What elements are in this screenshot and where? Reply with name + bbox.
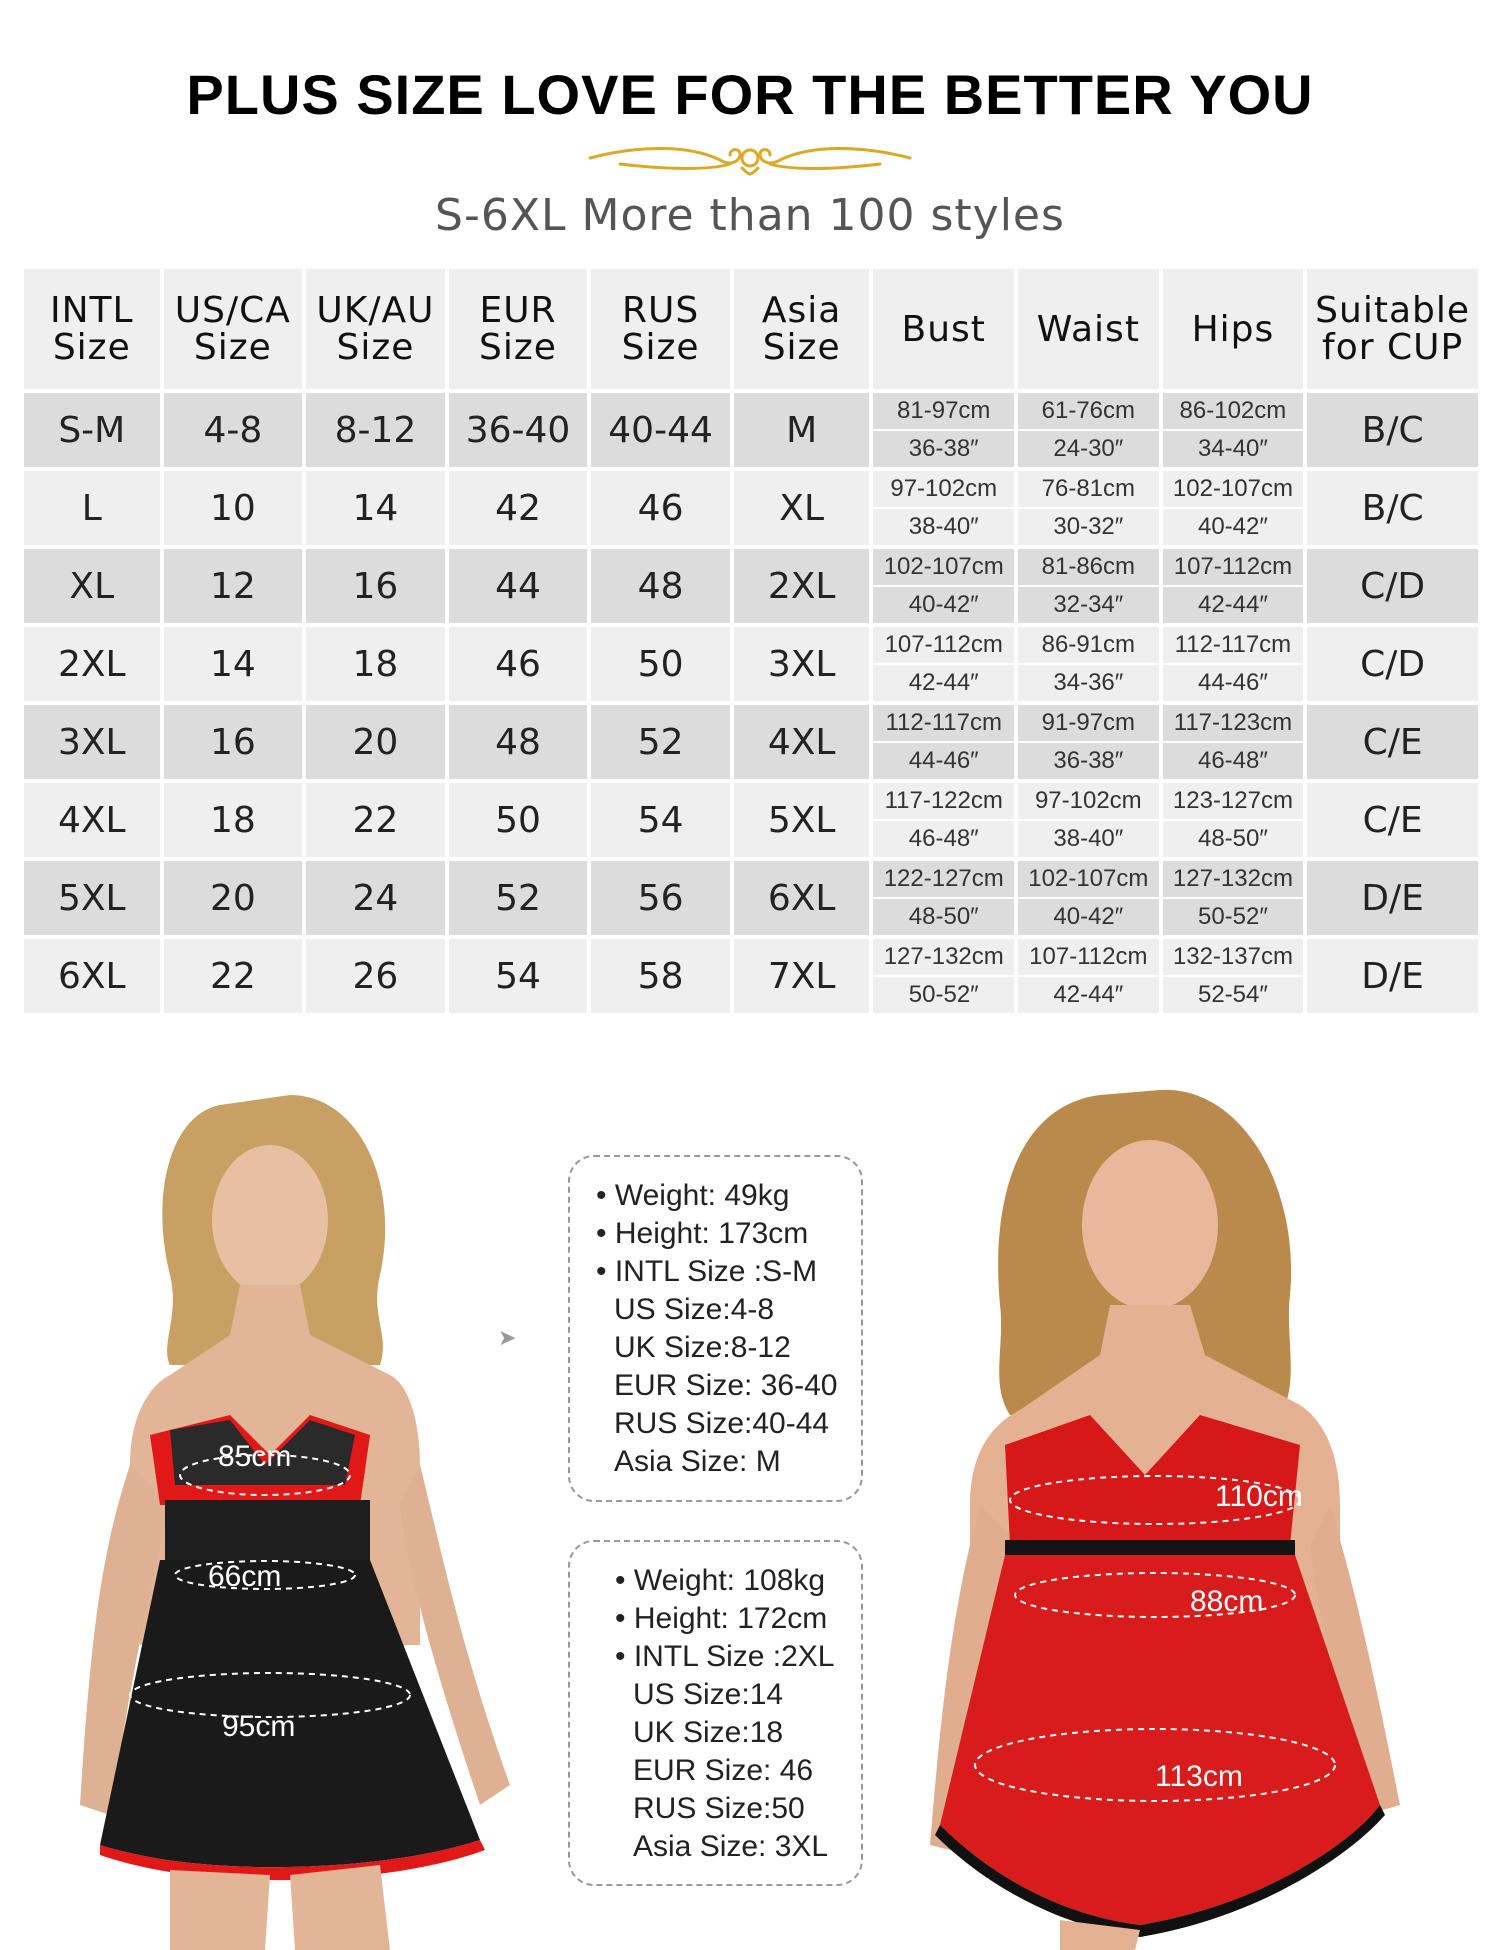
table-cell-waist	[1018, 783, 1159, 857]
table-cell-intl: 5XL	[24, 861, 160, 935]
waist-cm-value: 102-107cm	[1018, 861, 1159, 899]
page-subtitle: S-6XL More than 100 styles	[435, 190, 1065, 241]
table-cell-rus: 50	[591, 627, 730, 701]
waist-cm-value: 81-86cm	[1018, 549, 1159, 587]
table-row	[24, 783, 1478, 857]
table-cell-bust	[873, 861, 1014, 935]
waist-cm-value: 61-76cm	[1018, 393, 1159, 431]
table-row	[24, 861, 1478, 935]
column-header-text: Size	[762, 327, 841, 368]
column-header	[873, 269, 1014, 389]
table-cell-waist	[1018, 549, 1159, 623]
hips-cm-value: 112-117cm	[1163, 627, 1304, 665]
table-cell-uk: 14	[306, 471, 445, 545]
info-line: • INTL Size :2XL	[615, 1640, 835, 1673]
table-cell-uk: 20	[306, 705, 445, 779]
table-cell-cup: C/D	[1307, 627, 1478, 701]
column-header	[1163, 269, 1304, 389]
info-line: • Height: 173cm	[596, 1217, 809, 1250]
hips-cm-value: 123-127cm	[1163, 783, 1304, 821]
table-header-row	[24, 269, 1478, 389]
waist-inch-value: 42-44″	[1053, 981, 1124, 1008]
info-line: EUR Size: 46	[633, 1754, 814, 1787]
table-cell-cup: C/D	[1307, 549, 1478, 623]
column-header-text: Size	[52, 327, 131, 368]
info-line: • Weight: 49kg	[596, 1179, 790, 1212]
right-waist-measurement: 88cm	[1190, 1585, 1264, 1618]
column-header-text: UK/AU	[316, 290, 435, 331]
table-cell-us: 20	[164, 861, 303, 935]
right-hips-measurement: 113cm	[1155, 1760, 1243, 1793]
info-line: • Height: 172cm	[615, 1602, 828, 1635]
column-header	[306, 269, 445, 389]
column-header	[1018, 269, 1159, 389]
table-row	[24, 471, 1478, 545]
info-line: RUS Size:50	[633, 1792, 805, 1825]
column-header-text: for CUP	[1322, 327, 1464, 368]
table-cell-intl: L	[24, 471, 160, 545]
table-cell-uk: 18	[306, 627, 445, 701]
table-cell-asia: 7XL	[734, 939, 870, 1013]
table-cell-asia: 6XL	[734, 861, 870, 935]
table-cell-intl: XL	[24, 549, 160, 623]
table-cell-rus: 46	[591, 471, 730, 545]
info-line: UK Size:18	[633, 1716, 784, 1749]
column-header	[24, 269, 160, 389]
table-cell-cup: C/E	[1307, 705, 1478, 779]
right-bust-measurement: 110cm	[1215, 1480, 1303, 1513]
bust-inch-value: 36-38″	[908, 435, 979, 462]
table-cell-us: 10	[164, 471, 303, 545]
bust-cm-value: 97-102cm	[873, 471, 1014, 509]
info-line: EUR Size: 36-40	[614, 1369, 838, 1402]
bust-inch-value: 42-44″	[908, 669, 979, 696]
table-cell-cup: B/C	[1307, 393, 1478, 467]
table-cell-bust	[873, 939, 1014, 1013]
table-cell-waist	[1018, 627, 1159, 701]
hips-inch-value: 40-42″	[1197, 513, 1268, 540]
table-cell-intl: 3XL	[24, 705, 160, 779]
waist-cm-value: 86-91cm	[1018, 627, 1159, 665]
table-cell-intl: 2XL	[24, 627, 160, 701]
table-cell-cup: C/E	[1307, 783, 1478, 857]
table-cell-asia: 5XL	[734, 783, 870, 857]
table-cell-eur: 54	[449, 939, 588, 1013]
info-line: Asia Size: M	[614, 1445, 781, 1478]
bust-inch-value: 38-40″	[908, 513, 979, 540]
info-line: US Size:4-8	[614, 1293, 775, 1326]
table-cell-hips	[1163, 861, 1304, 935]
column-header-text: Size	[479, 327, 557, 368]
table-cell-eur: 36-40	[449, 393, 588, 467]
info-line: • INTL Size :S-M	[596, 1255, 818, 1288]
table-row	[24, 549, 1478, 623]
table-cell-hips	[1163, 549, 1304, 623]
bust-cm-value: 127-132cm	[873, 939, 1014, 977]
table-cell-hips	[1163, 939, 1304, 1013]
table-cell-rus: 40-44	[591, 393, 730, 467]
table-cell-uk: 16	[306, 549, 445, 623]
waist-inch-value: 24-30″	[1053, 435, 1124, 462]
table-cell-asia: 4XL	[734, 705, 870, 779]
info-line: Asia Size: 3XL	[633, 1830, 829, 1863]
column-header	[591, 269, 730, 389]
waist-cm-value: 107-112cm	[1018, 939, 1159, 977]
column-header-text: Suitable	[1315, 290, 1471, 331]
table-cell-asia: 3XL	[734, 627, 870, 701]
hips-cm-value: 132-137cm	[1163, 939, 1304, 977]
column-header-text: Asia	[761, 290, 842, 331]
info-line: RUS Size:40-44	[614, 1407, 830, 1440]
table-row	[24, 705, 1478, 779]
column-header-text: INTL	[49, 290, 134, 331]
bust-cm-value: 122-127cm	[873, 861, 1014, 899]
table-cell-uk: 8-12	[306, 393, 445, 467]
column-header-text: Waist	[1036, 308, 1140, 350]
info-line: US Size:14	[633, 1678, 784, 1711]
waist-inch-value: 40-42″	[1053, 903, 1124, 930]
left-hips-measurement: 95cm	[222, 1710, 296, 1743]
hips-cm-value: 117-123cm	[1163, 705, 1304, 743]
bust-cm-value: 107-112cm	[873, 627, 1014, 665]
table-cell-waist	[1018, 393, 1159, 467]
hips-inch-value: 46-48″	[1197, 747, 1268, 774]
table-cell-waist	[1018, 861, 1159, 935]
bust-cm-value: 117-122cm	[873, 783, 1014, 821]
info-line: UK Size:8-12	[614, 1331, 791, 1364]
hips-inch-value: 42-44″	[1197, 591, 1268, 618]
table-cell-rus: 52	[591, 705, 730, 779]
table-cell-us: 4-8	[164, 393, 303, 467]
table-cell-asia: M	[734, 393, 870, 467]
bust-inch-value: 50-52″	[908, 981, 979, 1008]
table-cell-us: 14	[164, 627, 303, 701]
table-cell-bust	[873, 705, 1014, 779]
waist-inch-value: 30-32″	[1053, 513, 1124, 540]
model-info-box-left	[568, 1155, 863, 1502]
bust-inch-value: 48-50″	[908, 903, 979, 930]
hips-inch-value: 34-40″	[1197, 435, 1268, 462]
table-cell-us: 16	[164, 705, 303, 779]
model-info-box-right	[568, 1540, 863, 1886]
table-cell-intl: 4XL	[24, 783, 160, 857]
table-cell-us: 18	[164, 783, 303, 857]
table-cell-cup: B/C	[1307, 471, 1478, 545]
model-photo-right	[910, 1085, 1430, 1950]
table-cell-intl: S-M	[24, 393, 160, 467]
hips-cm-value: 127-132cm	[1163, 861, 1304, 899]
waist-cm-value: 97-102cm	[1018, 783, 1159, 821]
column-header-text: Hips	[1191, 308, 1275, 350]
bust-cm-value: 112-117cm	[873, 705, 1014, 743]
table-cell-hips	[1163, 705, 1304, 779]
column-header-text: Size	[621, 327, 700, 368]
column-header	[1307, 269, 1478, 389]
column-header	[449, 269, 588, 389]
table-cell-bust	[873, 627, 1014, 701]
column-header-text: Size	[193, 327, 272, 368]
table-cell-hips	[1163, 393, 1304, 467]
table-cell-eur: 52	[449, 861, 588, 935]
table-cell-intl: 6XL	[24, 939, 160, 1013]
table-cell-uk: 24	[306, 861, 445, 935]
hips-cm-value: 107-112cm	[1163, 549, 1304, 587]
waist-inch-value: 36-38″	[1053, 747, 1124, 774]
table-cell-uk: 22	[306, 783, 445, 857]
table-cell-eur: 50	[449, 783, 588, 857]
info-line: • Weight: 108kg	[615, 1564, 826, 1597]
arrow-right-icon: ➤	[498, 1325, 517, 1350]
hips-cm-value: 102-107cm	[1163, 471, 1304, 509]
table-cell-uk: 26	[306, 939, 445, 1013]
table-cell-eur: 42	[449, 471, 588, 545]
table-cell-bust	[873, 549, 1014, 623]
table-cell-rus: 48	[591, 549, 730, 623]
table-cell-rus: 54	[591, 783, 730, 857]
hips-inch-value: 44-46″	[1197, 669, 1268, 696]
size-chart-table	[20, 265, 1482, 1017]
hips-inch-value: 52-54″	[1197, 981, 1268, 1008]
column-header-text: RUS	[621, 290, 700, 331]
table-cell-cup: D/E	[1307, 939, 1478, 1013]
table-row	[24, 393, 1478, 467]
column-header-text: EUR	[479, 290, 557, 331]
bust-inch-value: 44-46″	[908, 747, 979, 774]
waist-inch-value: 32-34″	[1053, 591, 1124, 618]
table-cell-waist	[1018, 471, 1159, 545]
table-cell-eur: 48	[449, 705, 588, 779]
column-header-text: US/CA	[174, 290, 291, 331]
table-cell-bust	[873, 783, 1014, 857]
left-waist-measurement: 66cm	[208, 1560, 282, 1593]
table-cell-asia: XL	[734, 471, 870, 545]
table-cell-hips	[1163, 471, 1304, 545]
column-header	[734, 269, 870, 389]
table-cell-cup: D/E	[1307, 861, 1478, 935]
waist-inch-value: 38-40″	[1053, 825, 1124, 852]
table-row	[24, 939, 1478, 1013]
bust-inch-value: 40-42″	[908, 591, 979, 618]
table-cell-eur: 46	[449, 627, 588, 701]
table-cell-us: 12	[164, 549, 303, 623]
column-header	[164, 269, 303, 389]
gold-ornament-divider	[580, 140, 920, 180]
table-cell-waist	[1018, 705, 1159, 779]
left-bust-measurement: 85cm	[218, 1440, 292, 1473]
table-cell-eur: 44	[449, 549, 588, 623]
table-cell-hips	[1163, 627, 1304, 701]
table-cell-waist	[1018, 939, 1159, 1013]
table-cell-hips	[1163, 783, 1304, 857]
waist-inch-value: 34-36″	[1053, 669, 1124, 696]
page-title: PLUS SIZE LOVE FOR THE BETTER YOU	[186, 63, 1314, 126]
table-row	[24, 627, 1478, 701]
table-cell-bust	[873, 393, 1014, 467]
hips-inch-value: 50-52″	[1197, 903, 1268, 930]
waist-cm-value: 91-97cm	[1018, 705, 1159, 743]
hips-inch-value: 48-50″	[1197, 825, 1268, 852]
bust-inch-value: 46-48″	[908, 825, 979, 852]
table-cell-rus: 58	[591, 939, 730, 1013]
bust-cm-value: 102-107cm	[873, 549, 1014, 587]
table-cell-rus: 56	[591, 861, 730, 935]
column-header-text: Size	[336, 327, 415, 368]
table-cell-asia: 2XL	[734, 549, 870, 623]
waist-cm-value: 76-81cm	[1018, 471, 1159, 509]
model-photo-left	[60, 1085, 560, 1950]
bust-cm-value: 81-97cm	[873, 393, 1014, 431]
table-cell-bust	[873, 471, 1014, 545]
table-cell-us: 22	[164, 939, 303, 1013]
column-header-text: Bust	[901, 308, 986, 350]
hips-cm-value: 86-102cm	[1163, 393, 1304, 431]
